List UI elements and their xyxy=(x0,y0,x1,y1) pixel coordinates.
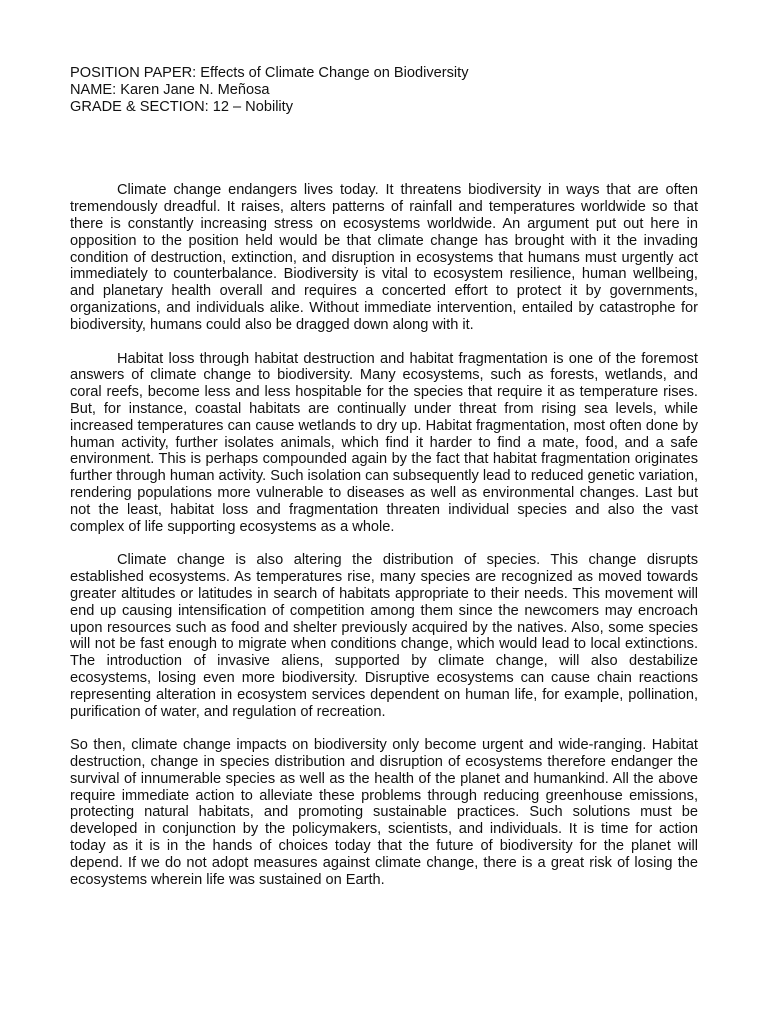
document-body xyxy=(70,182,698,888)
paragraph-habitat-loss: Habitat loss through habitat destruction and habitat fragmentation is one of the foremost answers of climate change to biodiversity. Many ecosystems, such as forests, wetlands, and coral reefs, become less and less hospitable for the species that require it as temperature rises. But, for instance, coastal habitats are continually under threat from rising sea levels, while increased temperatures can cause wetlands to dry up. Habitat fragmentation, most often done by human activity, further isolates animals, which find it harder to find a mate, food, and a safe environment. This is perhaps compounded again by the fact that habitat fragmentation originates further through human activity. Such isolation can subsequently lead to reduced genetic variation, rendering populations more vulnerable to diseases as well as environmental changes. Last but not the least, habitat loss and fragmentation threaten individual species and also the vast complex of life supporting ecosystems as a whole. xyxy=(70,350,698,535)
document-content xyxy=(70,65,698,905)
document-header xyxy=(70,65,698,115)
paragraph-intro: Climate change endangers lives today. It threatens biodiversity in ways that are often tremendously dreadful. It raises, alters patterns of rainfall and temperatures worldwide so that there is constantly increasing stress on ecosystems worldwide. An argument put out here in opposition to the position held would be that climate change has brought with it the invading condition of destruction, extinction, and disruption in ecosystems that humans must urgently act immediately to counterbalance. Biodiversity is vital to ecosystem resilience, human wellbeing, and planetary health overall and requires a concerted effort to protect it by governments, organizations, and individuals alike. Without immediate intervention, entailed by catastrophe for biodiversity, humans could also be dragged down along with it. xyxy=(70,182,698,333)
paper-title: POSITION PAPER: Effects of Climate Change on Biodiversity xyxy=(70,65,469,81)
paragraph-conclusion: So then, climate change impacts on biodiversity only become urgent and wide-ranging. Habitat destruction, change in species distribution and disruption of ecosystems therefore endanger the survival of innumerable species as well as the health of the planet and humankind. All the above require immediate action to alleviate these problems through reducing greenhouse emissions, protecting natural habitats, and promoting sustainable practices. Such solutions must be developed in conjunction by the policymakers, scientists, and individuals. It is time for action today as it is in the hands of choices today that the future of biodiversity for the planet will depend. If we do not adopt measures against climate change, there is a great risk of losing the ecosystems wherein life was sustained on Earth. xyxy=(70,737,698,888)
grade-section: GRADE & SECTION: 12 – Nobility xyxy=(70,98,294,115)
author-name: NAME: Karen Jane N. Meñosa xyxy=(70,81,270,98)
paragraph-species-distribution: Climate change is also altering the distribution of species. This change disrupts established ecosystems. As temperatures rise, many species are recognized as moved towards greater altitudes or latitudes in search of habitats appropriate to their needs. This movement will end up causing intensification of competition among them since the newcomers may encroach upon resources such as food and shelter previously acquired by the natives. Also, some species will not be fast enough to migrate when conditions change, which would lead to local extinctions. The introduction of invasive aliens, supported by climate change, will also destabilize ecosystems, losing even more biodiversity. Disruptive ecosystems can cause chain reactions representing alteration in ecosystem services dependent on human life, for example, pollination, purification of water, and regulation of recreation. xyxy=(70,552,698,720)
